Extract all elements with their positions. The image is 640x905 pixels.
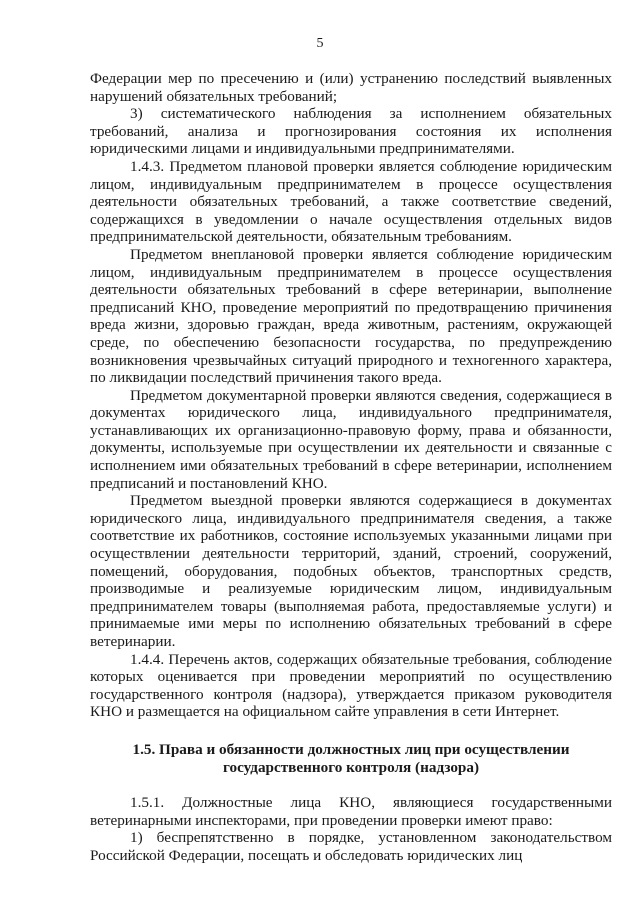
paragraph: 1.4.4. Перечень актов, содержащих обязательные требования, соблюдение которых оценивается при проведении мероприятий по осуществлению государственного контроля (надзора), утверждается приказом руководителя КНО и размещается на официальном сайте управления в сети Интернет. — [90, 650, 612, 721]
paragraph: Предметом внеплановой проверки является соблюдение юридическим лицом, индивидуальным предпринимателем в процессе осуществления деятельности обязательных требований в сфере ветеринарии, выполнение предписаний КНО, проведение мероприятий по предотвращению причинения вреда жизни, здоровью граждан, вреда животным, растениям, окружающей среде, по обеспечению безопасности государства, по предупреждению возникновения чрезвычайных ситуаций природного и техногенного характера, по ликвидации последствий причинения такого вреда. — [90, 245, 612, 387]
paragraph: Федерации мер по пресечению и (или) устранению последствий выявленных нарушений обязательных требований; — [90, 70, 612, 105]
document-body — [90, 70, 612, 865]
paragraph: Предметом документарной проверки являются сведения, содержащиеся в документах юридического лица, индивидуального предпринимателя, устанавливающих их организационно-правовую форму, права и обязанности, документы, используемые при осуществлении их деятельности и связанные с исполнением ими обязательных требований в сфере ветеринарии, исполнением предписаний и постановлений КНО. — [90, 386, 612, 492]
paragraph: Предметом выездной проверки являются содержащиеся в документах юридического лица, индивидуального предпринимателя сведения, а также соответствие их работников, состояние используемых указанными лицами при осуществлении деятельности территорий, зданий, строений, сооружений, помещений, оборудования, подобных объектов, транспортных средств, производимые и реализуемые юридическим лицом, индивидуальным предпринимателем товары (выполняемая работа, предоставляемые услуги) и принимаемые ими меры по исполнению обязательных требований в сфере ветеринарии. — [90, 492, 612, 650]
section-heading: 1.5. Права и обязанности должностных лиц при осуществлении государственного контроля (надзора) — [132, 740, 570, 776]
paragraph: 1.4.3. Предметом плановой проверки является соблюдение юридическим лицом, индивидуальным предпринимателем в процессе осуществления деятельности обязательных требований, а также соответствие сведений, содержащихся в уведомлении о начале осуществления отдельных видов предпринимательской деятельности, обязательным требованиям. — [90, 157, 612, 246]
paragraph: 1.5.1. Должностные лица КНО, являющиеся государственными ветеринарными инспекторами, при проведении проверки имеют право: — [90, 794, 612, 829]
paragraph: 1) беспрепятственно в порядке, установленном законодательством Российской Федерации, посещать и обследовать юридических лиц — [90, 829, 612, 864]
page-number: 5 — [316, 36, 324, 51]
paragraph: 3) систематического наблюдения за исполнением обязательных требований, анализа и прогнозирования состояния их исполнения юридическими лицами и индивидуальными предпринимателями. — [90, 105, 612, 158]
